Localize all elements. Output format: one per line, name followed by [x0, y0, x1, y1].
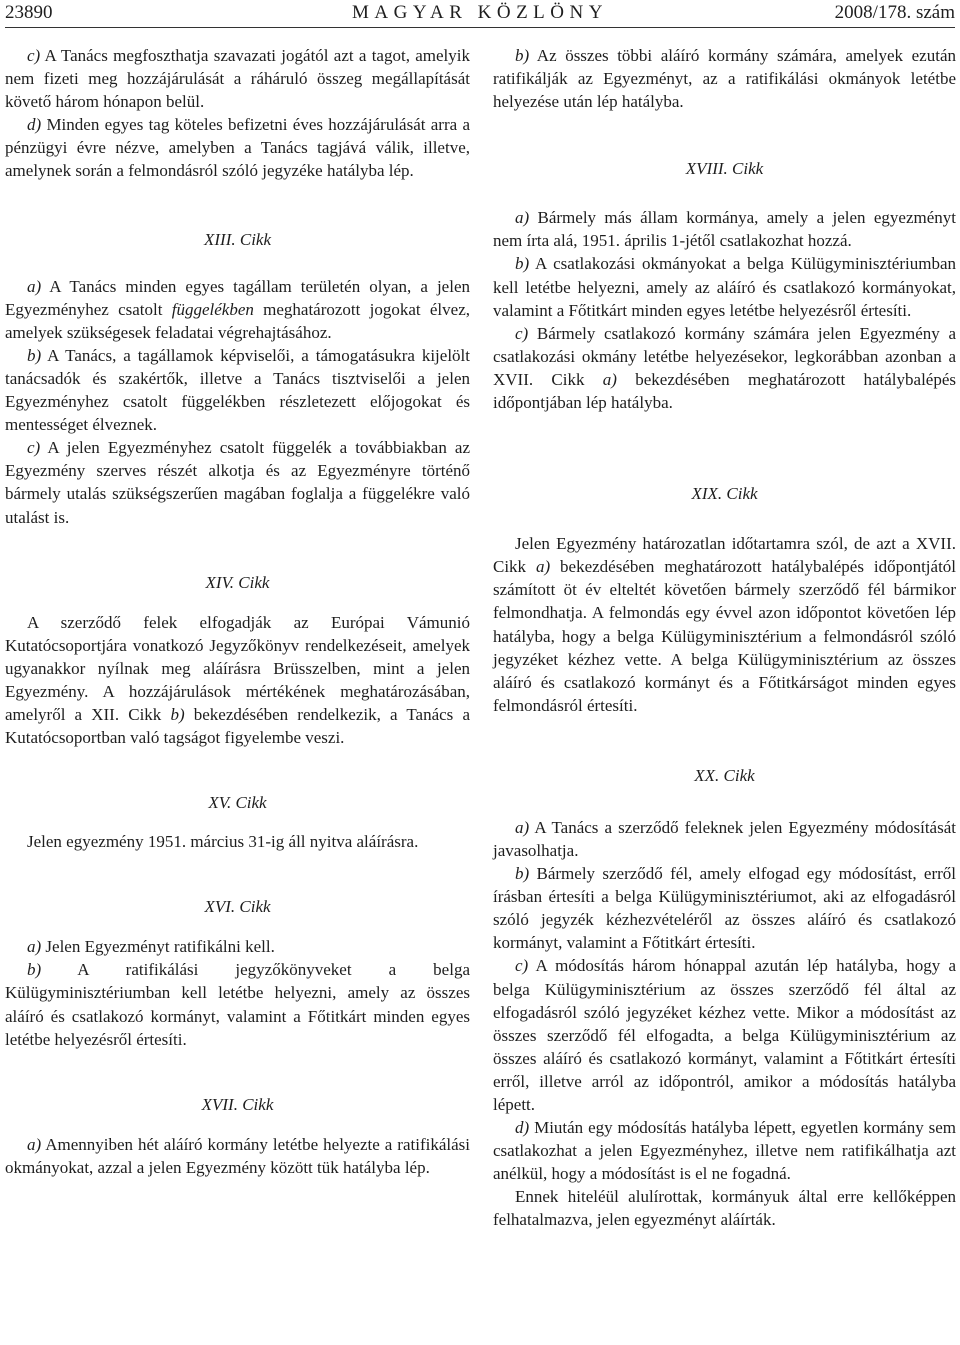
issue-number: 2008/178. szám	[834, 2, 955, 23]
section-heading: XVIII. Cikk	[685, 159, 764, 179]
paragraph: b) A ratifikálási jegyzőkönyveket a belga Külügyminisztériumban kell letétbe helyezni, amely az összes aláíró és csatlakozó kormányt, valamint a Főtitkárt minden egyes letétbe helyezésről értesíti.	[5, 960, 470, 1049]
paragraph: b) Az összes többi aláíró kormány számára, amelyek ezután ratifikálják az Egyezményt, az a ratifikálási okmányok letétbe helyezése után lép hatályba.	[493, 46, 956, 112]
item-marker: d)	[515, 1118, 530, 1138]
paragraph: a) Bármely más állam kormánya, amely a jelen egyezményt nem írta alá, 1951. április 1-jétől csatlakozhat hozzá.	[493, 208, 956, 251]
item-marker: d)	[27, 115, 42, 135]
paragraph: c) A jelen Egyezményhez csatolt függelék a továbbiakban az Egyezmény szerves részét alkotja és az Egyezményre történő bármely utalás szükségszerűen magában foglalja a függelékre való utalást is.	[5, 438, 470, 527]
section-heading: XIV. Cikk	[205, 572, 270, 592]
paragraph: d) Miután egy módosítás hatályba lépett, egyetlen kormány sem csatlakozhat a jelen Egyezményhez, illetve nem ratifikálhatja azt anélkül, hogy a módosítást is el ne fogadná.	[493, 1118, 956, 1184]
paragraph: a) A Tanács minden egyes tagállam területén olyan, a jelen Egyezményhez csatolt függelékben meghatározott jogokat élvez, amelyek szükségesek feladatai végrehajtásához.	[5, 276, 470, 342]
paragraph: c) A Tanács megfoszthatja szavazati jogától azt a tagot, amelyik nem fizeti meg hozzájárulását a ráháruló összeg megállapítását követő három hónapon belül.	[5, 46, 470, 112]
item-marker: a)	[27, 1134, 42, 1154]
item-marker: c)	[27, 438, 41, 458]
paragraph: c) Bármely csatlakozó kormány számára jelen Egyezmény a csatlakozási okmány letétbe helyezésekor, legkorábban azonban a XVII. Cikk a) bekezdésében meghatározott hatálybalépés időpontjában lép hatályba.	[493, 323, 956, 413]
item-marker: b)	[27, 960, 42, 980]
paragraph: c) A módosítás három hónappal azután lép hatályba, hogy a belga Külügyminisztérium az összes szerződő fél által az elfogadásról szóló jegyzéket kézhez vette. Mikor a módosítást az összes szerződő fél elfogadta, a belga Külügyminisztérium az összes aláíró és csatlakozó kormányt, valamint a Főtitkárt értesíti erről, illetve arról az időpontról, amikor a módosítás hatályba lépett.	[493, 956, 956, 1114]
publication-title: MAGYAR KÖZLÖNY	[352, 2, 608, 23]
item-marker: b)	[27, 345, 42, 365]
paragraph: b) Bármely szerződő fél, amely elfogad egy módosítást, erről írásban értesíti a belga Külügyminisztériumot, aki az elfogadásról szóló jegyzék kézhezvételéről az összes aláíró és csatlakozó kormányt, valamint a Főtitkárt értesíti.	[493, 864, 956, 953]
section-heading: XV. Cikk	[208, 793, 267, 813]
paragraph: A szerződő felek elfogadják az Európai Vámunió Kutatócsoportjára vonatkozó Jegyzőkönyv rendelkezéseit, amelyek ugyanakkor nyílnak meg aláírásra Brüsszelben, mint a jelen Egyezmény. A hozzájárulások mértékének meghatározásában, amelyről a XII. Cikk b) bekezdésében rendelkezik, a Tanács a Kutatócsoportban való tagságot figyelembe veszi.	[5, 612, 470, 748]
item-marker: c)	[27, 46, 41, 65]
paragraph: Jelen egyezmény 1951. március 31-ig áll nyitva aláírásra.	[27, 832, 419, 852]
section-heading: XX. Cikk	[694, 765, 755, 785]
paragraph: a) A Tanács a szerződő feleknek jelen Egyezmény módosítását javasolhatja.	[493, 817, 956, 860]
page-header	[5, 0, 955, 26]
item-marker: a)	[27, 276, 42, 296]
item-marker: a)	[27, 937, 42, 957]
paragraph: b) A csatlakozási okmányokat a belga Külügyminisztériumban kell letétbe helyezni, amely az aláíró és csatlakozó kormányokat, valamint a Főtitkárt minden egyes letétbe helyezésről értesíti.	[493, 254, 956, 320]
paragraph: d) Minden egyes tag köteles befizetni éves hozzájárulását arra a pénzügyi évre nézve, amelyben a Tanács tagjává válik, illetve, amelynek során a felmondásról szóló jegyzéke hatályba lép.	[5, 115, 470, 181]
item-marker: b)	[515, 46, 530, 65]
header-rule	[5, 27, 955, 28]
right-column	[493, 44, 956, 1232]
paragraph: a) Amennyiben hét aláíró kormány letétbe helyezte a ratifikálási okmányokat, azzal a jelen Egyezmény között tük hatályba lép.	[5, 1134, 470, 1177]
paragraph: b) A Tanács, a tagállamok képviselői, a támogatásukra kijelölt tanácsadók és szakértők, illetve a Tanács tisztviselői a jelen Egyezményhez csatolt függelékben részletezett előjogokat és mentességet élveznek.	[5, 345, 470, 435]
paragraph: a) Jelen Egyezményt ratifikálni kell.	[27, 937, 275, 957]
item-marker: c)	[515, 956, 529, 976]
item-marker: a)	[515, 817, 530, 837]
paragraph: Jelen Egyezmény határozatlan időtartamra szól, de azt a XVII. Cikk a) bekezdésében meghatározott hatálybalépés időpontjától számított öt év elteltét követően bármely szerződő fél bármikor felmondhatja. A felmondás egy évvel azon időpontot követően lép hatályba, hogy a belga Külügyminisztérium a felmondásról szóló jegyzéket kézhez vette. A belga Külügyminisztérium az összes aláíró és csatlakozó kormányt és a Főtitkárságot minden egyes felmondásról értesíti.	[493, 534, 957, 715]
item-marker: a)	[515, 208, 530, 228]
closing-paragraph: Ennek hiteléül alulírottak, kormányuk által erre kellőképpen felhatalmazva, jelen egyezményt aláírták.	[493, 1187, 956, 1230]
section-heading: XIX. Cikk	[691, 484, 758, 504]
left-column	[5, 44, 470, 1179]
item-marker: b)	[515, 864, 530, 884]
page-number: 23890	[5, 2, 53, 23]
section-heading: XIII. Cikk	[203, 229, 272, 249]
section-heading: XVII. Cikk	[201, 1094, 274, 1114]
item-marker: b)	[515, 254, 530, 274]
item-marker: c)	[515, 323, 529, 343]
section-heading: XVI. Cikk	[204, 897, 271, 917]
